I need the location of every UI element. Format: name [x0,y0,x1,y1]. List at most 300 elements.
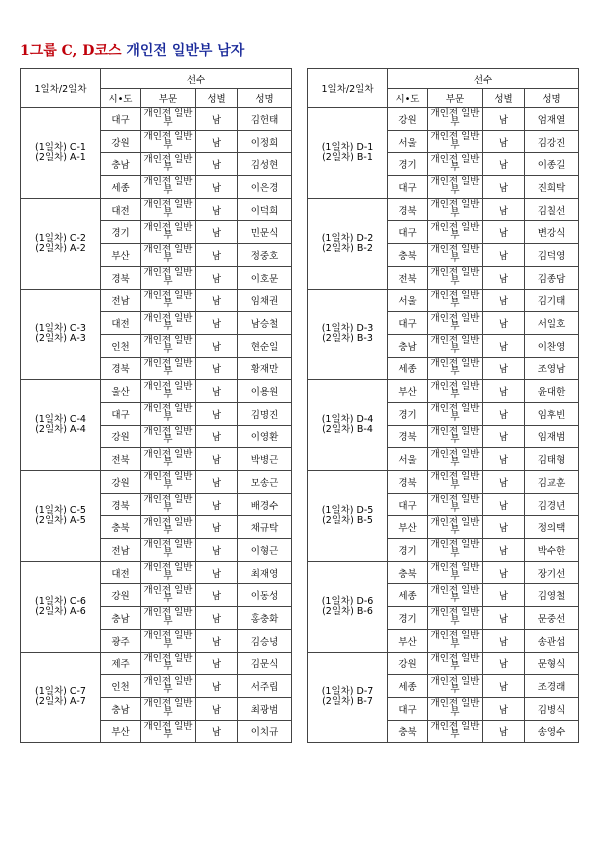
name-cell: 조경래 [525,675,579,698]
name-cell: 서일호 [525,312,579,335]
title-division: 개인전 일반부 남자 [126,43,245,59]
table-row [21,108,292,131]
match-group [308,471,579,562]
division-cell: 개인전 일반부 [141,539,196,562]
name-cell: 이영환 [238,425,292,448]
group-label-cell [308,380,388,471]
region-cell: 충북 [388,720,428,743]
group-label-day2: (2일차) B-1 [322,151,373,163]
region-cell: 대구 [388,221,428,244]
group-label-day1: (1일차) D-1 [321,141,374,153]
table-row [21,289,292,312]
table-row [308,561,579,584]
division-cell: 개인전 일반부 [141,584,196,607]
gender-cell: 남 [196,266,238,289]
gender-cell: 남 [196,584,238,607]
division-cell: 개인전 일반부 [141,493,196,516]
region-cell: 경북 [388,471,428,494]
name-cell: 이형근 [238,539,292,562]
table-row [21,561,292,584]
match-group [308,652,579,743]
table-row [308,471,579,494]
gender-cell: 남 [196,334,238,357]
region-cell: 부산 [388,629,428,652]
division-cell: 개인전 일반부 [141,697,196,720]
region-cell: 부산 [388,516,428,539]
gender-cell: 남 [483,493,525,516]
match-group [308,380,579,471]
region-cell: 충남 [101,697,141,720]
division-cell: 개인전 일반부 [428,176,483,199]
group-label-day1: (1일차) C-6 [35,595,86,607]
division-cell: 개인전 일반부 [141,402,196,425]
gender-cell: 남 [483,266,525,289]
match-group [21,652,292,743]
name-cell: 김헌태 [238,108,292,131]
name-cell: 현순일 [238,334,292,357]
division-cell: 개인전 일반부 [428,629,483,652]
gender-cell: 남 [196,176,238,199]
gender-cell: 남 [483,108,525,131]
header-players: 선수 [388,69,579,89]
region-cell: 경북 [101,357,141,380]
table-row [308,380,579,403]
group-label-day2: (2일차) A-1 [35,151,86,163]
region-cell: 충남 [101,153,141,176]
gender-cell: 남 [196,198,238,221]
match-group [21,198,292,289]
gender-cell: 남 [196,516,238,539]
match-group [308,198,579,289]
gender-cell: 남 [483,402,525,425]
region-cell: 대구 [101,402,141,425]
region-cell: 강원 [101,425,141,448]
header-region: 시•도 [388,89,428,108]
gender-cell: 남 [196,493,238,516]
division-cell: 개인전 일반부 [141,334,196,357]
table-row [308,652,579,675]
gender-cell: 남 [483,584,525,607]
header-day-group: 1일차/2일차 [21,69,101,108]
name-cell: 엄재열 [525,108,579,131]
name-cell: 이찬영 [525,334,579,357]
division-cell: 개인전 일반부 [428,108,483,131]
table-row [21,380,292,403]
division-cell: 개인전 일반부 [428,425,483,448]
region-cell: 부산 [101,720,141,743]
gender-cell: 남 [483,198,525,221]
gender-cell: 남 [483,130,525,153]
region-cell: 전북 [101,448,141,471]
region-cell: 대구 [388,312,428,335]
division-cell: 개인전 일반부 [428,539,483,562]
gender-cell: 남 [483,561,525,584]
group-label-day2: (2일차) B-7 [322,696,373,708]
group-label-day1: (1일차) D-5 [321,504,374,516]
group-label-day2: (2일차) B-2 [322,242,373,254]
group-label-cell [21,652,101,743]
division-cell: 개인전 일반부 [141,289,196,312]
group-label-day2: (2일차) A-2 [35,242,86,254]
gender-cell: 남 [196,108,238,131]
region-cell: 강원 [101,584,141,607]
region-cell: 세종 [388,357,428,380]
name-cell: 황재만 [238,357,292,380]
region-cell: 경기 [388,607,428,630]
group-label-cell [21,380,101,471]
header-gender: 성별 [196,89,238,108]
gender-cell: 남 [483,334,525,357]
division-cell: 개인전 일반부 [141,176,196,199]
division-cell: 개인전 일반부 [428,675,483,698]
name-cell: 민문식 [238,221,292,244]
group-label-cell [308,561,388,652]
name-cell: 임재범 [525,425,579,448]
name-cell: 정의택 [525,516,579,539]
title-group-course: 1그룹 C, D코스 [20,43,122,59]
group-label-day1: (1일차) D-2 [321,232,374,244]
region-cell: 서울 [388,130,428,153]
group-label-cell [21,108,101,199]
division-cell: 개인전 일반부 [428,289,483,312]
gender-cell: 남 [483,380,525,403]
name-cell: 김병식 [525,697,579,720]
page-title [20,40,244,60]
name-cell: 김영철 [525,584,579,607]
group-label-day2: (2일차) A-7 [35,696,86,708]
division-cell: 개인전 일반부 [141,221,196,244]
division-cell: 개인전 일반부 [428,244,483,267]
group-label-cell [308,289,388,380]
division-cell: 개인전 일반부 [141,629,196,652]
group-label-day1: (1일차) C-4 [35,414,86,426]
division-cell: 개인전 일반부 [141,266,196,289]
name-cell: 최재영 [238,561,292,584]
region-cell: 경기 [388,153,428,176]
gender-cell: 남 [483,629,525,652]
name-cell: 최광범 [238,697,292,720]
division-cell: 개인전 일반부 [141,380,196,403]
division-cell: 개인전 일반부 [428,584,483,607]
name-cell: 이정희 [238,130,292,153]
division-cell: 개인전 일반부 [428,471,483,494]
region-cell: 부산 [101,244,141,267]
division-cell: 개인전 일반부 [428,334,483,357]
header-name: 성명 [238,89,292,108]
group-label-cell [308,652,388,743]
region-cell: 전남 [101,539,141,562]
group-label-cell [308,108,388,199]
name-cell: 이덕희 [238,198,292,221]
gender-cell: 남 [196,607,238,630]
division-cell: 개인전 일반부 [141,448,196,471]
region-cell: 인천 [101,675,141,698]
group-label-cell [308,471,388,562]
gender-cell: 남 [196,289,238,312]
division-cell: 개인전 일반부 [141,561,196,584]
name-cell: 장기선 [525,561,579,584]
division-cell: 개인전 일반부 [428,720,483,743]
gender-cell: 남 [483,176,525,199]
name-cell: 김기태 [525,289,579,312]
gender-cell: 남 [483,448,525,471]
region-cell: 전북 [388,266,428,289]
gender-cell: 남 [483,652,525,675]
match-group [21,289,292,380]
gender-cell: 남 [196,675,238,698]
group-label-day2: (2일차) A-4 [35,424,86,436]
group-label-day2: (2일차) A-6 [35,605,86,617]
region-cell: 대구 [388,493,428,516]
division-cell: 개인전 일반부 [428,561,483,584]
division-cell: 개인전 일반부 [428,153,483,176]
gender-cell: 남 [196,380,238,403]
gender-cell: 남 [483,697,525,720]
gender-cell: 남 [196,221,238,244]
group-label-cell [21,198,101,289]
name-cell: 김승녕 [238,629,292,652]
region-cell: 광주 [101,629,141,652]
division-cell: 개인전 일반부 [428,697,483,720]
division-cell: 개인전 일반부 [141,130,196,153]
region-cell: 서울 [388,289,428,312]
gender-cell: 남 [196,357,238,380]
gender-cell: 남 [196,697,238,720]
gender-cell: 남 [483,289,525,312]
group-label-cell [21,561,101,652]
region-cell: 경기 [388,402,428,425]
division-cell: 개인전 일반부 [428,380,483,403]
header-name: 성명 [525,89,579,108]
name-cell: 김강진 [525,130,579,153]
match-group [308,561,579,652]
division-cell: 개인전 일반부 [428,357,483,380]
region-cell: 제주 [101,652,141,675]
name-cell: 문중선 [525,607,579,630]
group-label-day1: (1일차) C-1 [35,141,86,153]
division-cell: 개인전 일반부 [428,312,483,335]
table-row [21,471,292,494]
region-cell: 경기 [101,221,141,244]
match-group [21,561,292,652]
gender-cell: 남 [196,312,238,335]
group-label-cell [21,289,101,380]
name-cell: 이종길 [525,153,579,176]
name-cell: 변강식 [525,221,579,244]
division-cell: 개인전 일반부 [141,244,196,267]
group-label-day1: (1일차) D-3 [321,323,374,335]
name-cell: 서주립 [238,675,292,698]
gender-cell: 남 [483,221,525,244]
name-cell: 이용원 [238,380,292,403]
region-cell: 세종 [388,584,428,607]
name-cell: 김성현 [238,153,292,176]
gender-cell: 남 [196,471,238,494]
region-cell: 대전 [101,312,141,335]
division-cell: 개인전 일반부 [141,720,196,743]
gender-cell: 남 [483,607,525,630]
division-cell: 개인전 일반부 [428,402,483,425]
gender-cell: 남 [196,629,238,652]
region-cell: 세종 [101,176,141,199]
header-gender: 성별 [483,89,525,108]
region-cell: 대구 [101,108,141,131]
region-cell: 강원 [101,130,141,153]
region-cell: 전남 [101,289,141,312]
match-group [21,108,292,199]
region-cell: 대전 [101,198,141,221]
name-cell: 김명진 [238,402,292,425]
region-cell: 대구 [388,176,428,199]
gender-cell: 남 [483,244,525,267]
region-cell: 대구 [388,697,428,720]
group-label-day1: (1일차) C-5 [35,504,86,516]
group-label-day1: (1일차) D-4 [321,414,374,426]
name-cell: 윤대한 [525,380,579,403]
name-cell: 이호문 [238,266,292,289]
division-cell: 개인전 일반부 [141,675,196,698]
division-cell: 개인전 일반부 [428,652,483,675]
match-group [21,380,292,471]
header-day-group: 1일차/2일차 [308,69,388,108]
match-group [21,471,292,562]
name-cell: 김종담 [525,266,579,289]
division-cell: 개인전 일반부 [428,130,483,153]
gender-cell: 남 [483,153,525,176]
gender-cell: 남 [196,425,238,448]
division-cell: 개인전 일반부 [141,357,196,380]
region-cell: 충북 [388,561,428,584]
region-cell: 충남 [388,334,428,357]
name-cell: 정중호 [238,244,292,267]
group-label-day1: (1일차) C-3 [35,323,86,335]
gender-cell: 남 [196,402,238,425]
match-group [308,108,579,199]
gender-cell: 남 [483,539,525,562]
division-cell: 개인전 일반부 [141,108,196,131]
group-label-day1: (1일차) C-2 [35,232,86,244]
header-division: 부문 [141,89,196,108]
region-cell: 경북 [101,266,141,289]
name-cell: 김태형 [525,448,579,471]
division-cell: 개인전 일반부 [141,607,196,630]
division-cell: 개인전 일반부 [428,516,483,539]
name-cell: 조영남 [525,357,579,380]
group-label-day2: (2일차) B-4 [322,424,373,436]
right-table [307,68,579,743]
group-label-day2: (2일차) B-5 [322,514,373,526]
division-cell: 개인전 일반부 [428,221,483,244]
region-cell: 충북 [388,244,428,267]
name-cell: 채규탁 [238,516,292,539]
region-cell: 강원 [388,108,428,131]
name-cell: 홍충화 [238,607,292,630]
name-cell: 박수한 [525,539,579,562]
table-row [21,652,292,675]
region-cell: 경북 [388,198,428,221]
region-cell: 인천 [101,334,141,357]
gender-cell: 남 [483,357,525,380]
name-cell: 배경수 [238,493,292,516]
gender-cell: 남 [196,720,238,743]
gender-cell: 남 [483,471,525,494]
division-cell: 개인전 일반부 [141,312,196,335]
gender-cell: 남 [483,425,525,448]
name-cell: 이동성 [238,584,292,607]
division-cell: 개인전 일반부 [428,198,483,221]
gender-cell: 남 [483,720,525,743]
division-cell: 개인전 일반부 [428,448,483,471]
name-cell: 이은경 [238,176,292,199]
name-cell: 임채권 [238,289,292,312]
name-cell: 송영수 [525,720,579,743]
region-cell: 충북 [101,516,141,539]
gender-cell: 남 [483,516,525,539]
region-cell: 강원 [101,471,141,494]
name-cell: 김문식 [238,652,292,675]
name-cell: 임후빈 [525,402,579,425]
table-row [308,198,579,221]
gender-cell: 남 [196,153,238,176]
gender-cell: 남 [483,675,525,698]
group-label-day1: (1일차) D-6 [321,595,374,607]
region-cell: 강원 [388,652,428,675]
name-cell: 김덕영 [525,244,579,267]
region-cell: 경북 [101,493,141,516]
region-cell: 경기 [388,539,428,562]
group-label-day2: (2일차) B-6 [322,605,373,617]
header-region: 시•도 [101,89,141,108]
gender-cell: 남 [196,539,238,562]
region-cell: 대전 [101,561,141,584]
region-cell: 충남 [101,607,141,630]
name-cell: 남승철 [238,312,292,335]
region-cell: 세종 [388,675,428,698]
name-cell: 모송근 [238,471,292,494]
division-cell: 개인전 일반부 [141,652,196,675]
region-cell: 서울 [388,448,428,471]
group-label-day2: (2일차) A-5 [35,514,86,526]
name-cell: 김경년 [525,493,579,516]
division-cell: 개인전 일반부 [141,471,196,494]
gender-cell: 남 [196,652,238,675]
division-cell: 개인전 일반부 [141,516,196,539]
table-row [308,289,579,312]
gender-cell: 남 [196,561,238,584]
table-row [308,108,579,131]
name-cell: 송관섭 [525,629,579,652]
gender-cell: 남 [483,312,525,335]
name-cell: 김칠선 [525,198,579,221]
group-label-cell [308,198,388,289]
group-label-cell [21,471,101,562]
region-cell: 울산 [101,380,141,403]
division-cell: 개인전 일반부 [428,493,483,516]
name-cell: 김교훈 [525,471,579,494]
gender-cell: 남 [196,244,238,267]
group-label-day2: (2일차) B-3 [322,333,373,345]
match-group [308,289,579,380]
name-cell: 진희탁 [525,176,579,199]
left-table [20,68,292,743]
region-cell: 경북 [388,425,428,448]
gender-cell: 남 [196,130,238,153]
group-label-day2: (2일차) A-3 [35,333,86,345]
division-cell: 개인전 일반부 [141,425,196,448]
division-cell: 개인전 일반부 [428,607,483,630]
division-cell: 개인전 일반부 [428,266,483,289]
name-cell: 박병근 [238,448,292,471]
